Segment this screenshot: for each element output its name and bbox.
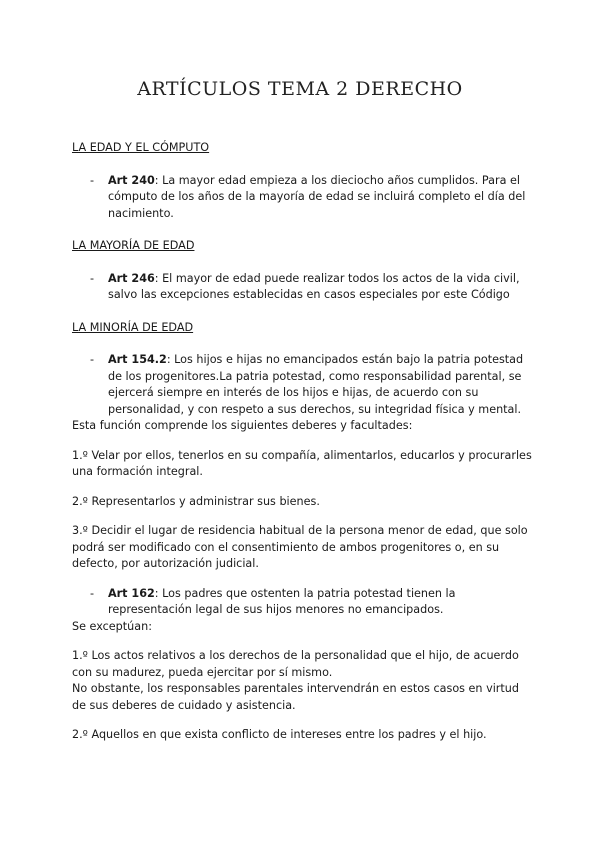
section-heading-edad-computo: LA EDAD Y EL CÓMPUTO — [72, 141, 210, 154]
article-text: : Los hijos e hijas no emancipados están bajo la patria potestad de los progenitores.La patria potestad, como responsabilidad parental, se ejercerá siempre en interés de los hijos e hijas, de acuerdo con su personalidad, y con respeto a sus derechos, su integridad física y mental. — [108, 353, 524, 416]
document-title: ARTÍCULOS TEMA 2 DERECHO — [137, 78, 463, 100]
article-text: : Los padres que ostenten la patria potestad tienen la representación legal de sus hijos menores no emancipados. — [108, 586, 456, 616]
article-154-2 — [72, 352, 532, 418]
art162-item-1: 1.º Los actos relativos a los derechos de la personalidad que el hijo, de acuerdo con su madurez, pueda ejercitar por sí mismo. — [72, 649, 519, 679]
art154-item-3: 3.º Decidir el lugar de residencia habitual de la persona menor de edad, que solo podrá ser modificado con el consentimiento de ambos progenitores o, en su defecto, por autorización judicial. — [72, 524, 528, 570]
article-text: : El mayor de edad puede realizar todos los actos de la vida civil, salvo las excepciones establecidas en casos especiales por este Código — [108, 271, 520, 301]
article-number: Art 246 — [108, 271, 155, 285]
bullet-dash: - — [90, 353, 95, 366]
bullet-dash: - — [90, 173, 95, 187]
art154-item-2: 2.º Representarlos y administrar sus bienes. — [72, 494, 320, 508]
bullet-dash: - — [90, 271, 95, 285]
art154-item-1: 1.º Velar por ellos, tenerlos en su compañía, alimentarlos, educarlos y procurarles una formación integral. — [72, 448, 532, 478]
article-number: Art 154.2 — [108, 353, 167, 366]
article-number: Art 162 — [108, 586, 155, 600]
article-246 — [72, 271, 532, 304]
art162-followup: Se exceptúan: — [72, 619, 152, 633]
article-text: : La mayor edad empieza a los dieciocho años cumplidos. Para el cómputo de los años de la mayoría de edad se incluirá completo el día del nacimiento. — [108, 173, 526, 220]
section-heading-minoria-edad: LA MINORÍA DE EDAD — [72, 320, 194, 334]
art154-followup: Esta función comprende los siguientes deberes y facultades: — [72, 419, 413, 432]
article-number: Art 240 — [108, 173, 155, 187]
document-body — [72, 140, 532, 744]
article-240 — [72, 173, 532, 223]
article-162 — [72, 586, 532, 619]
art162-item-2: 2.º Aquellos en que exista conflicto de intereses entre los padres y el hijo. — [72, 728, 487, 741]
art162-note: No obstante, los responsables parentales intervendrán en estos casos en virtud de sus deberes de cuidado y asistencia. — [72, 682, 519, 712]
bullet-dash: - — [90, 586, 95, 600]
section-heading-mayoria-edad: LA MAYORÍA DE EDAD — [72, 239, 195, 252]
